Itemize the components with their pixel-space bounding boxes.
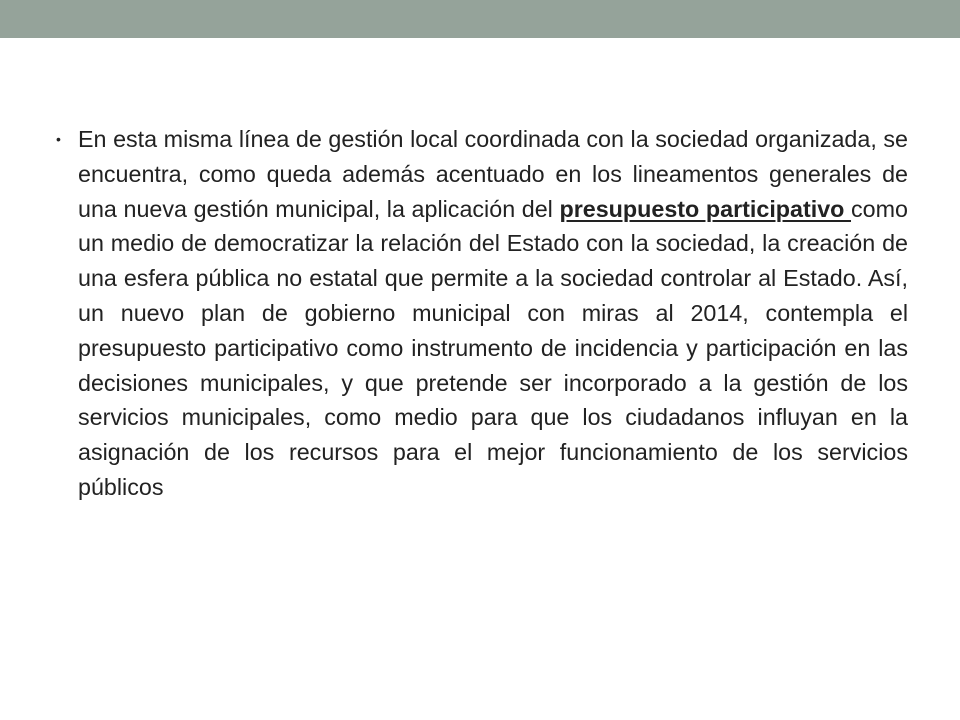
bullet-paragraph <box>56 122 908 505</box>
top-accent-bar <box>0 0 960 38</box>
paragraph-text-after: como un medio de democratizar la relación del Estado con la sociedad, la creación de una esfera pública no estatal que permite a la sociedad controlar al Estado. Así, un nuevo plan de gobierno municipal con miras al 2014, contempla el presupuesto participativo como instrumento de incidencia y participación en las decisiones municipales, y que pretende ser incorporado a la gestión de los servicios municipales, como medio para que los ciudadanos influyan en la asignación de los recursos para el mejor funcionamiento de los servicios públicos <box>78 195 908 500</box>
slide-content <box>56 122 908 505</box>
bullet-dot-icon: • <box>56 131 61 147</box>
highlighted-term: presupuesto participativo <box>559 195 852 222</box>
paragraph-text-before: En esta misma línea de gestión local coordinada con la sociedad organizada, se encuentra, como queda además acentuado en los lineamentos generales de una nueva gestión municipal, la aplicación del <box>78 126 908 222</box>
